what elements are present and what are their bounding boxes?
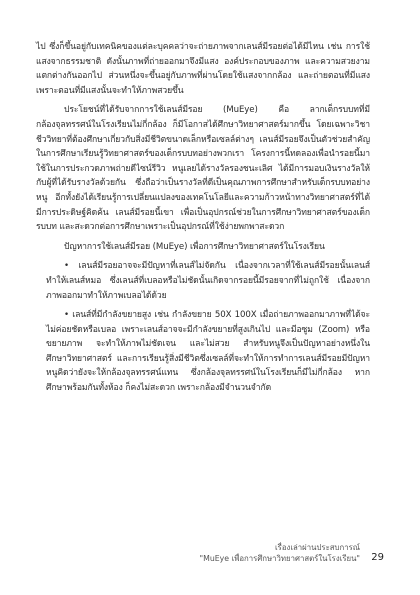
footer-line-1: เรื่องเล่าผ่านประสบการณ์ (275, 543, 360, 552)
page-body (36, 40, 370, 401)
bullet-item-1: • เลนส์มีรอยอาจจะมีปัญหาที่เลนส์ไม่จัดกัน เนื่องจากเวลาที่ใช้เลนส์มีรอยนั้นเลนส์ทำให้เลนส์หมอ ซึ่งเลนส์ที่เบลอหรือไม่ชัดนั้นเกิดจากรอยนี้มีรอยจากที่ไม่ถูกใช้ เนื่องจากภาพออกมาทำให้ภาพเบลอได้ด้วย (46, 261, 370, 301)
running-footer (200, 542, 361, 564)
paragraph-2: ประโยชน์ที่ได้รับจากการใช้เลนส์มีรอย (MuEye) คือ ลากเต็กรบบทที่มี กล้องจุลทรรศน์ในโรงเรียนไม่กี่กล้อง ก็มีโอกาสได้ศึกษาวิทยาศาสตร์มากขึ้น โดยเฉพาะวิชาชีววิทยาที่ต้องศึกษาเกี่ยวกับสิ่งมีชีวิตขนาดเล็กหรือเซลล์ต่างๆ เลนส์มีรอยจึงเป็นตัวช่วยสำคัญในการศึกษาเรียนรู้วิทยาศาสตร์ของเด็กรบบทอย่างพวกเรา โครงการนี้ทดลองเพื่อนำรอยนี้มาใช้ในการประกวดภาพถ่ายดีไซน์รีวิว หนูเลยได้รางวัลรองชนะเลิศ ได้มีการมอบเงินรางวัลให้กับผู้ที่ได้รับรางวัลด้วยกัน ซึ่งถือว่าเป็นรางวัลที่ดีเป็นคุณภาพการศึกษาสำหรับเด็กรบบทอย่างหนู อีกทั้งยังได้เรียนรู้การเปลี่ยนแปลงของเทคโนโลยีและความก้าวหน้าทางวิทยาศาสตร์ที่ได้มีการประดิษฐ์คิดค้น เลนส์มีรอยนี้เขา เพื่อเป็นอุปกรณ์ช่วยในการศึกษาวิทยาศาสตร์ของเด็กรบบท และสะดวกต่อการศึกษาเพราะเป็นอุปกรณ์ที่ใช้ง่ายพกพาสะดวก (36, 105, 370, 233)
footer-line-2: "MuEye เพื่อการศึกษาวิทยาศาสตร์ในโรงเรียน" (199, 554, 360, 563)
page-number: 29 (371, 552, 384, 563)
paragraph-1: ไป ซึ่งก็ขึ้นอยู่กับเทคนิคของแต่ละบุคคลว่าจะถ่ายภาพจากเลนส์มีรอยต่อได้มีไหน เช่น การใช้แสงจากธรรมชาติ ดังนั้นภาพที่ถ่ายออกมาจึงมีแสง องค์ประกอบของภาพ และความสวยงามแตกต่างกันออกไป ส่วนหนึ่งจะขึ้นอยู่กับภาพที่ผ่านโดยใช้แสงจากกล้อง และถ่ายตอนที่มีแสง เพราะตอนที่มีแสงนั้นจะทำให้ภาพสวยขึ้น (36, 42, 370, 96)
section-heading: ปัญหาการใช้เลนส์มีรอย (MuEye) เพื่อการศึกษาวิทยาศาสตร์ในโรงเรียน (64, 241, 325, 252)
bullet-item-2: • เลนส์ที่มีกำลังขยายสูง เช่น กำลังขยาย 50X 100X เมื่อถ่ายภาพออกมาภาพที่ได้จะไม่ค่อยชัดหรือเบลอ เพราะเลนส์อาจจะมีกำลังขยายที่สูงเกินไป และมีอซูม (Zoom) หรือขยายภาพ จะทำให้ภาพไม่ชัดเจน และไม่สวย สำหรับหนูจึงเป็นปัญหาอย่างหนึ่งในศึกษาวิทยาศาสตร์ และการเรียนรู้สิ่งมีชีวิตซึ่งเซลล์ที่จะทำให้การทำการเลนส์มีรอยมีปัญหา หนูคิดว่ายังจะให้กล้องจุลทรรศน์แทน ซึ่งกล้องจุลทรรศน์ในโรงเรียนก็มีไม่กี่กล้อง หากศึกษาพร้อมกันทั้งห้อง ก็คงไม่สะดวก เพราะกล้องมีจำนวนจำกัด (46, 310, 370, 394)
